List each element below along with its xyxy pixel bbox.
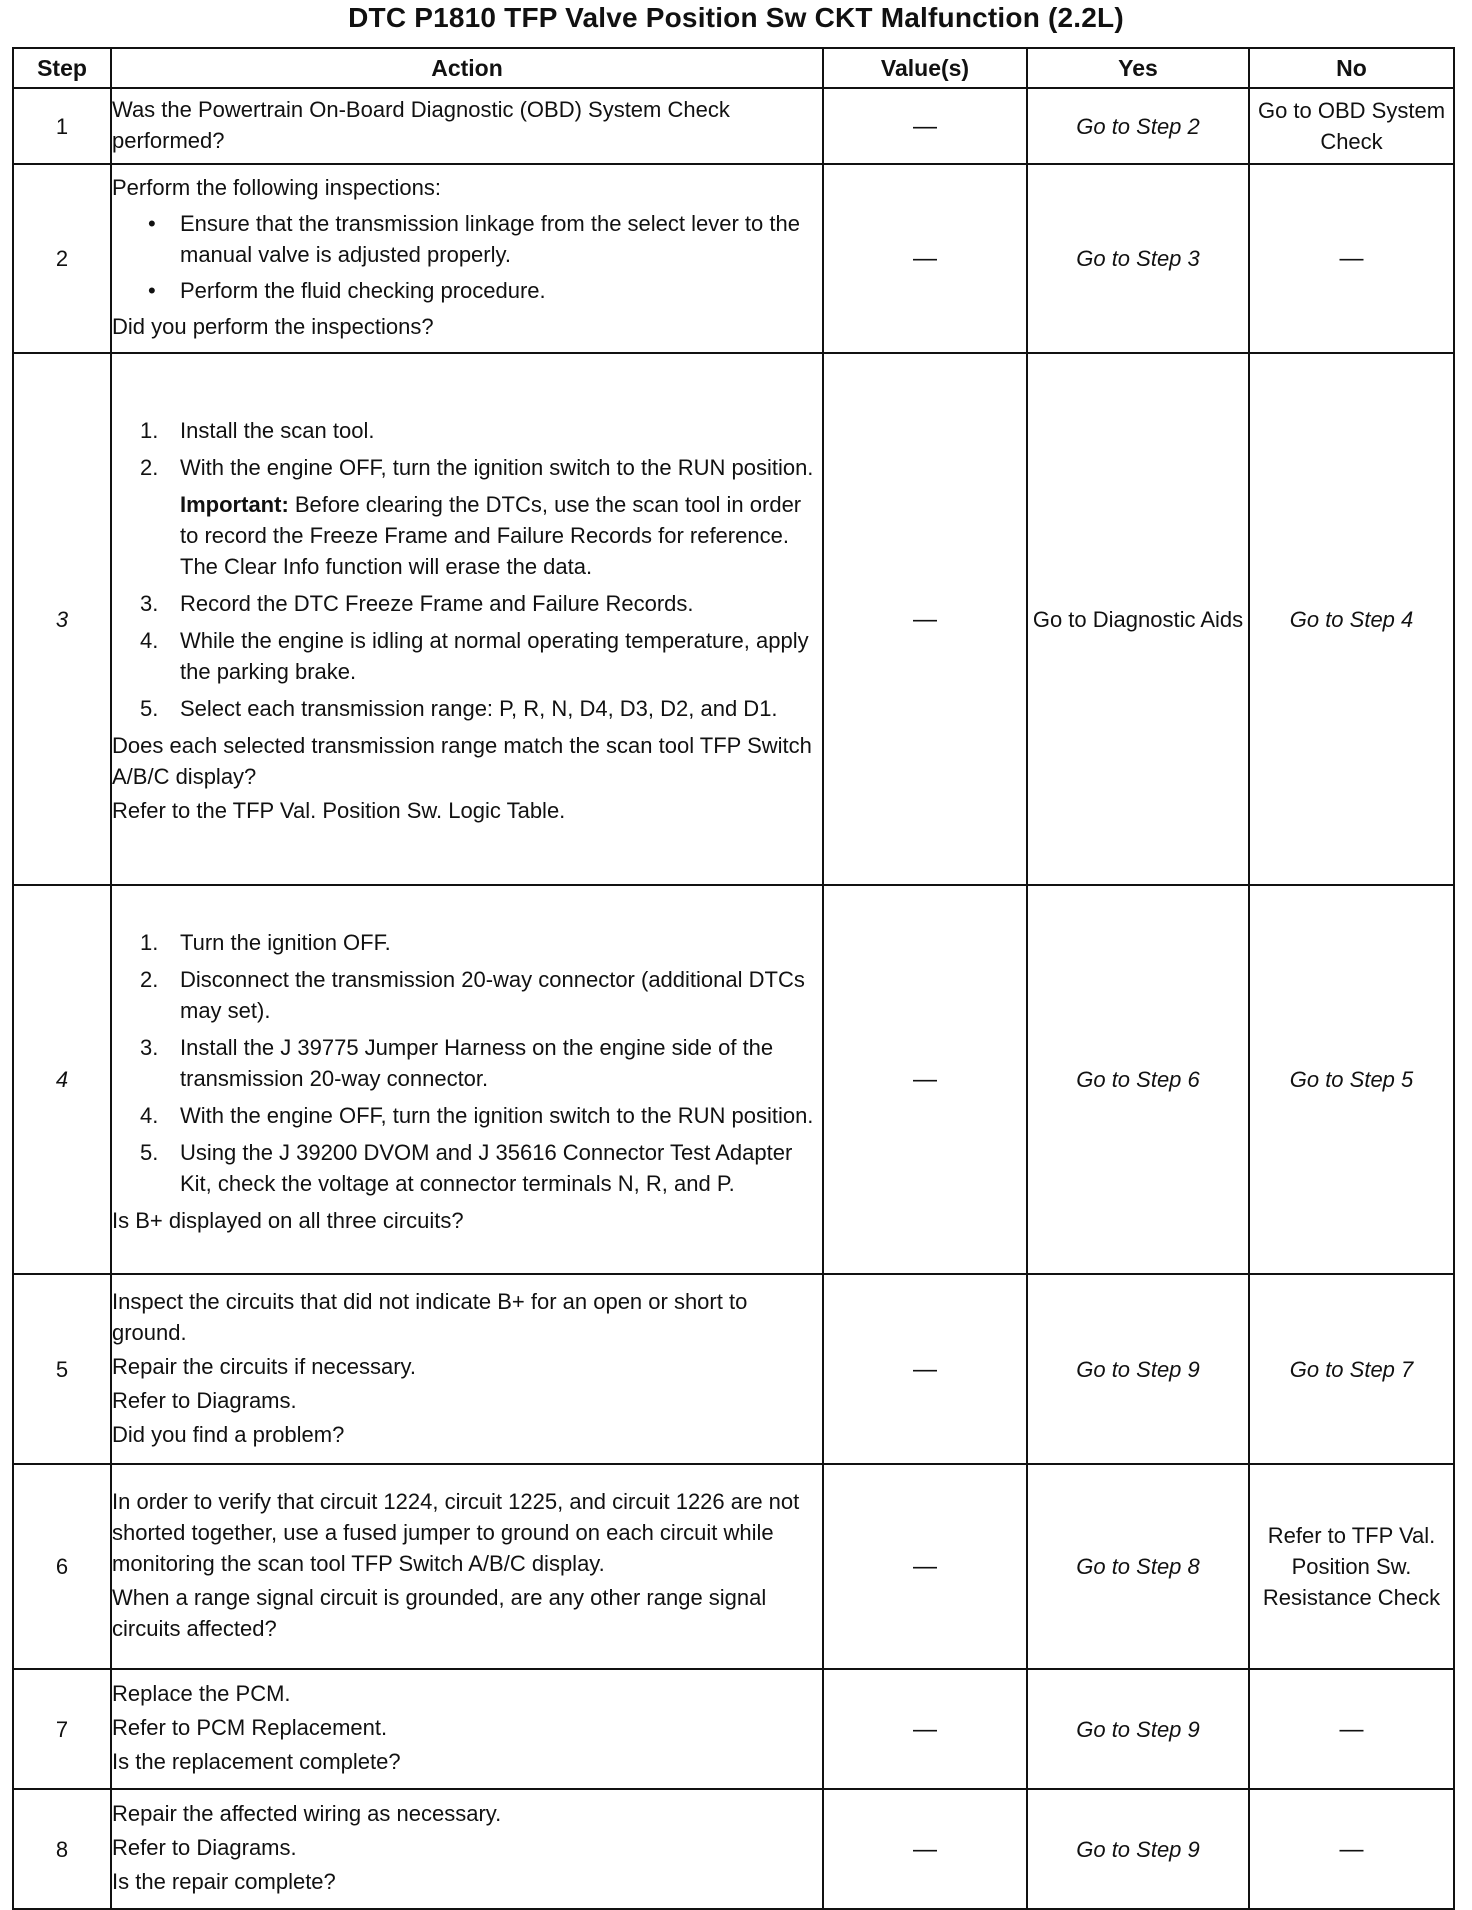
important-note: Important: Before clearing the DTCs, use the scan tool in order to record the Freeze Frame and Failure Records for reference. The Clear Info function will erase the data.: [180, 492, 802, 579]
yes-cell: Go to Step 2: [1027, 88, 1249, 164]
no-cell: Go to Step 4: [1249, 353, 1454, 885]
action-question: Did you perform the inspections?: [112, 314, 434, 339]
action-line: Replace the PCM.: [112, 1681, 291, 1706]
yes-cell: Go to Step 9: [1027, 1789, 1249, 1909]
yes-cell: Go to Step 6: [1027, 885, 1249, 1274]
action-reference: Refer to Diagrams.: [112, 1835, 297, 1860]
action-reference: Refer to PCM Replacement.: [112, 1715, 388, 1740]
action-question: Is the replacement complete?: [112, 1749, 401, 1774]
step-number: 7: [13, 1669, 111, 1789]
no-cell: Go to OBD System Check: [1249, 88, 1454, 164]
list-item: 3. Install the J 39775 Jumper Harness on the engine side of the transmission 20-way connector.: [140, 1034, 774, 1091]
no-cell: Refer to TFP Val. Position Sw. Resistance Check: [1249, 1464, 1454, 1669]
action-cell: [111, 164, 823, 353]
action-question: Is the repair complete?: [112, 1869, 336, 1894]
table-row: [13, 353, 1454, 885]
table-row: [13, 885, 1454, 1274]
list-item: • Ensure that the transmission linkage from the select lever to the manual valve is adjusted properly.: [112, 208, 822, 270]
action-question: Did you find a problem?: [112, 1421, 345, 1447]
action-cell: [111, 1789, 823, 1909]
action-question: Does each selected transmission range match the scan tool TFP Switch A/B/C display?: [112, 733, 812, 789]
yes-cell: Go to Step 8: [1027, 1464, 1249, 1669]
header-no: No: [1249, 48, 1454, 88]
list-item: 2. With the engine OFF, turn the ignition switch to the RUN position.: [140, 455, 814, 480]
header-step: Step: [13, 48, 111, 88]
values-cell: —: [823, 1669, 1027, 1789]
list-item: 1. Turn the ignition OFF.: [140, 929, 391, 955]
action-line: In order to verify that circuit 1224, circuit 1225, and circuit 1226 are not shorted together, use a fused jumper to ground on each circuit while monitoring the scan tool TFP Switch A/B/C display.: [112, 1489, 800, 1576]
bullet-icon: •: [148, 211, 156, 236]
step-number: 2: [13, 164, 111, 353]
header-row: [13, 48, 1454, 88]
action-cell: [111, 88, 823, 164]
values-cell: —: [823, 353, 1027, 885]
action-line: Repair the affected wiring as necessary.: [112, 1801, 502, 1826]
step-number: 3: [13, 353, 111, 885]
values-cell: —: [823, 1274, 1027, 1464]
list-item: • Perform the fluid checking procedure.: [112, 275, 822, 306]
action-cell: [111, 1669, 823, 1789]
action-cell: [111, 885, 823, 1274]
action-reference: Refer to the TFP Val. Position Sw. Logic Table.: [112, 798, 566, 823]
values-cell: —: [823, 885, 1027, 1274]
action-line: Repair the circuits if necessary.: [112, 1353, 417, 1379]
table-row: [13, 1789, 1454, 1909]
action-reference: Refer to Diagrams.: [112, 1387, 297, 1413]
no-cell: —: [1249, 164, 1454, 353]
action-question: Was the Powertrain On-Board Diagnostic (OBD) System Check performed?: [112, 96, 730, 153]
list-item: 2. Disconnect the transmission 20-way connector (additional DTCs may set).: [140, 966, 805, 1023]
action-line: Inspect the circuits that did not indicate B+ for an open or short to ground.: [112, 1288, 748, 1345]
list-item: 1. Install the scan tool.: [140, 418, 375, 443]
action-intro: Perform the following inspections:: [112, 175, 441, 200]
no-cell: —: [1249, 1789, 1454, 1909]
action-question: When a range signal circuit is grounded, are any other range signal circuits affected?: [112, 1585, 767, 1641]
list-item: 5. Using the J 39200 DVOM and J 35616 Connector Test Adapter Kit, check the voltage at connector terminals N, R, and P.: [140, 1139, 793, 1196]
no-cell: Go to Step 5: [1249, 885, 1454, 1274]
list-item: 3. Record the DTC Freeze Frame and Failure Records.: [140, 591, 694, 616]
yes-cell: Go to Step 9: [1027, 1669, 1249, 1789]
list-item: 4. While the engine is idling at normal operating temperature, apply the parking brake.: [140, 628, 809, 684]
action-cell: [111, 1274, 823, 1464]
step-number: 1: [13, 88, 111, 164]
step-number: 8: [13, 1789, 111, 1909]
table-row: [13, 88, 1454, 164]
values-cell: —: [823, 1464, 1027, 1669]
table-row: [13, 164, 1454, 353]
diagnostic-table: [12, 47, 1455, 1910]
yes-cell: Go to Step 9: [1027, 1274, 1249, 1464]
action-cell: [111, 1464, 823, 1669]
no-cell: —: [1249, 1669, 1454, 1789]
header-values: Value(s): [823, 48, 1027, 88]
list-item: 5. Select each transmission range: P, R, N, D4, D3, D2, and D1.: [140, 696, 778, 721]
step-number: 4: [13, 885, 111, 1274]
header-yes: Yes: [1027, 48, 1249, 88]
list-item: 4. With the engine OFF, turn the ignition switch to the RUN position.: [140, 1102, 814, 1128]
table-row: [13, 1274, 1454, 1464]
step-number: 6: [13, 1464, 111, 1669]
yes-cell: Go to Step 3: [1027, 164, 1249, 353]
no-cell: Go to Step 7: [1249, 1274, 1454, 1464]
values-cell: —: [823, 164, 1027, 353]
bullet-icon: •: [148, 278, 156, 303]
page-title: DTC P1810 TFP Valve Position Sw CKT Malfunction (2.2L): [348, 2, 1124, 33]
table-row: [13, 1669, 1454, 1789]
table-row: [13, 1464, 1454, 1669]
yes-cell: Go to Diagnostic Aids: [1027, 353, 1249, 885]
values-cell: —: [823, 88, 1027, 164]
header-action: Action: [111, 48, 823, 88]
step-number: 5: [13, 1274, 111, 1464]
action-question: Is B+ displayed on all three circuits?: [112, 1207, 464, 1233]
action-cell: [111, 353, 823, 885]
values-cell: —: [823, 1789, 1027, 1909]
